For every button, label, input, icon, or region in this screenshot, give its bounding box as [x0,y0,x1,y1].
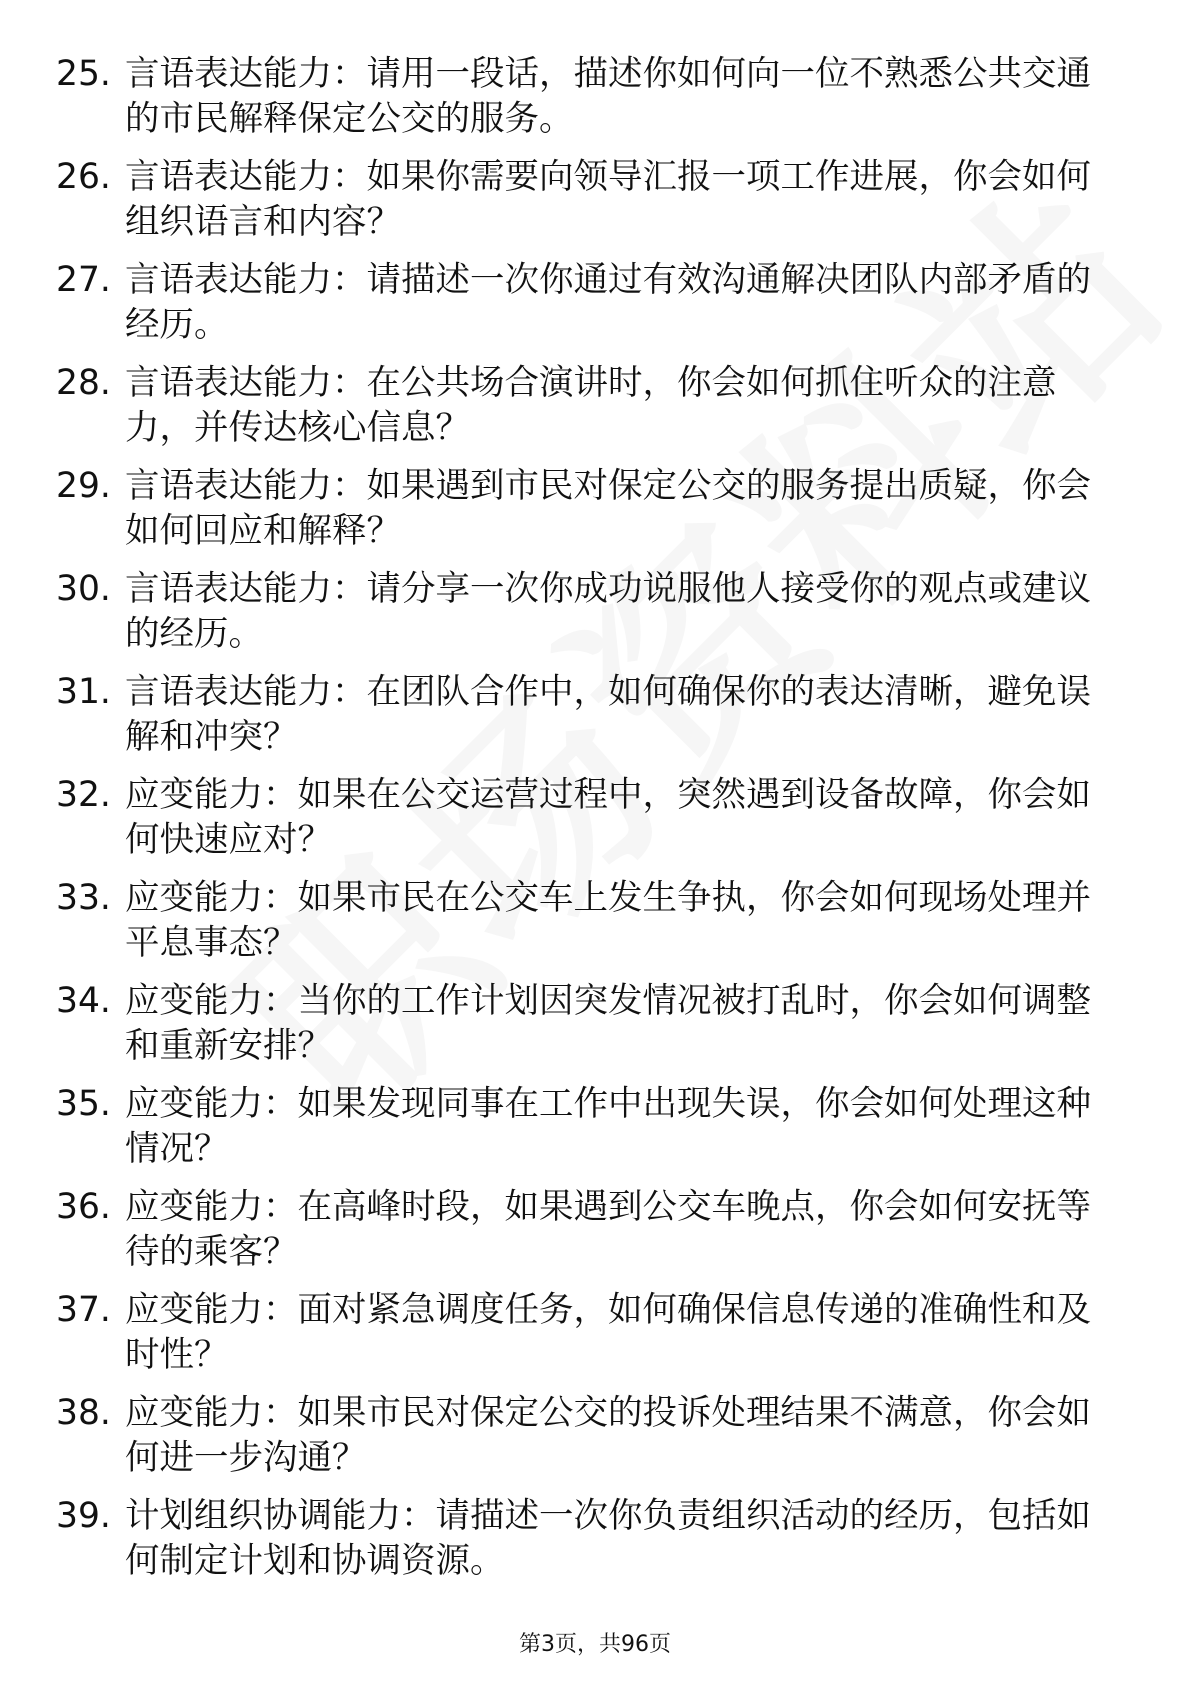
question-item [0,155,1190,258]
question-item [0,1185,1190,1288]
question-line-2: 如何回应和解释？ [125,511,401,551]
question-item [0,1391,1190,1494]
question-line-2: 解和冲突？ [125,717,298,757]
question-line-1: 应变能力：如果市民在公交车上发生争执，你会如何现场处理并 [125,878,1091,918]
question-line-2: 和重新安排？ [125,1026,332,1066]
question-item [0,464,1190,567]
question-item [0,773,1190,876]
question-line-1: 言语表达能力：如果遇到市民对保定公交的服务提出质疑，你会 [125,466,1091,506]
question-line-2: 情况？ [125,1129,229,1169]
question-number: 33. [56,878,111,918]
question-item [0,979,1190,1082]
question-line-1: 言语表达能力：请描述一次你通过有效沟通解决团队内部矛盾的 [125,260,1091,300]
question-item [0,1082,1190,1185]
question-number: 25. [56,54,111,94]
question-item [0,670,1190,773]
question-line-2: 组织语言和内容？ [125,202,401,242]
question-item [0,52,1190,155]
question-text [125,1391,1125,1481]
question-line-1: 言语表达能力：请用一段话，描述你如何向一位不熟悉公共交通 [125,54,1091,94]
question-item [0,258,1190,361]
question-line-1: 计划组织协调能力：请描述一次你负责组织活动的经历，包括如 [125,1496,1091,1536]
page-number-label: 第3页，共96页 [519,1632,671,1657]
question-item [0,1288,1190,1391]
question-text [125,464,1125,554]
question-line-1: 应变能力：如果在公交运营过程中，突然遇到设备故障，你会如 [125,775,1091,815]
question-number: 28. [56,363,111,403]
question-text [125,361,1125,451]
question-text [125,1494,1125,1584]
question-text [125,567,1125,657]
question-item [0,567,1190,670]
question-number: 36. [56,1187,111,1227]
question-number: 29. [56,466,111,506]
question-line-2: 何快速应对？ [125,820,332,860]
question-line-2: 力，并传达核心信息？ [125,408,470,448]
question-item [0,361,1190,464]
question-line-2: 经历。 [125,305,229,345]
question-number: 26. [56,157,111,197]
question-text [125,1185,1125,1275]
question-number: 27. [56,260,111,300]
question-line-1: 应变能力：面对紧急调度任务，如何确保信息传递的准确性和及 [125,1290,1091,1330]
question-line-1: 言语表达能力：在公共场合演讲时，你会如何抓住听众的注意 [125,363,1057,403]
question-line-2: 的市民解释保定公交的服务。 [125,99,574,139]
question-line-2: 的经历。 [125,614,263,654]
question-text [125,1288,1125,1378]
question-number: 31. [56,672,111,712]
question-line-2: 平息事态？ [125,923,298,963]
question-line-1: 应变能力：如果市民对保定公交的投诉处理结果不满意，你会如 [125,1393,1091,1433]
question-text [125,155,1125,245]
question-line-2: 何进一步沟通？ [125,1438,367,1478]
question-line-2: 何制定计划和协调资源。 [125,1541,505,1581]
question-text [125,670,1125,760]
question-line-1: 言语表达能力：在团队合作中，如何确保你的表达清晰，避免误 [125,672,1091,712]
question-text [125,52,1125,142]
question-line-1: 应变能力：如果发现同事在工作中出现失误，你会如何处理这种 [125,1084,1091,1124]
question-number: 35. [56,1084,111,1124]
question-line-2: 待的乘客？ [125,1232,298,1272]
question-line-1: 言语表达能力：请分享一次你成功说服他人接受你的观点或建议 [125,569,1091,609]
question-line-1: 应变能力：当你的工作计划因突发情况被打乱时，你会如何调整 [125,981,1091,1021]
question-item [0,1494,1190,1597]
question-text [125,1082,1125,1172]
question-item [0,876,1190,979]
question-text [125,773,1125,863]
question-text [125,876,1125,966]
question-text [125,258,1125,348]
question-number: 32. [56,775,111,815]
question-number: 34. [56,981,111,1021]
question-number: 38. [56,1393,111,1433]
question-number: 30. [56,569,111,609]
question-line-1: 言语表达能力：如果你需要向领导汇报一项工作进展，你会如何 [125,157,1091,197]
question-line-1: 应变能力：在高峰时段，如果遇到公交车晚点，你会如何安抚等 [125,1187,1091,1227]
question-number: 37. [56,1290,111,1330]
question-number: 39. [56,1496,111,1536]
question-list [0,52,1190,1597]
page-footer [0,1627,1190,1658]
question-text [125,979,1125,1069]
question-line-2: 时性？ [125,1335,229,1375]
